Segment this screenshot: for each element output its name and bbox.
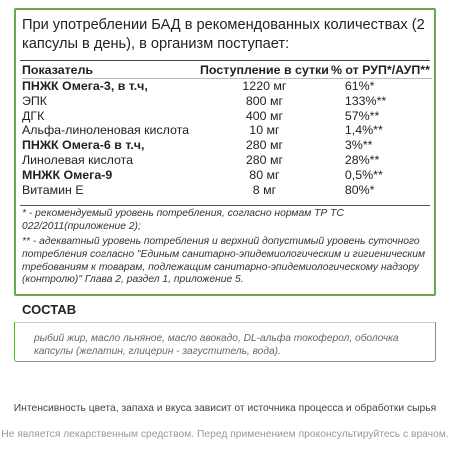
row-percent: 61%* [344, 79, 375, 93]
not-medicine-disclaimer: Не является лекарственным средством. Перед применением проконсультируйтесь с врачом. [1, 429, 449, 440]
table-row [22, 94, 432, 109]
row-percent: 133%** [344, 93, 387, 108]
row-name: Линолевая кислота [22, 152, 134, 167]
table-row [22, 138, 432, 153]
row-name: ПНЖК Омега-6 в т.ч, [22, 138, 145, 153]
row-percent: 57%** [344, 108, 380, 123]
divider-notes [20, 205, 430, 206]
row-percent: 0,5%** [344, 167, 383, 182]
composition-title: СОСТАВ [22, 302, 77, 317]
table-row [22, 168, 432, 183]
row-name: МНЖК Омега-9 [22, 167, 113, 182]
row-name: Витамин Е [22, 182, 84, 197]
divider-top [20, 60, 430, 61]
nutrition-table [22, 63, 432, 197]
row-amount: 280 мг [245, 138, 284, 153]
row-amount: 280 мг [245, 152, 284, 167]
row-amount: 8 мг [252, 182, 277, 197]
row-amount: 80 мг [249, 167, 280, 182]
row-name: ПНЖК Омега-3, в т.ч, [22, 79, 148, 93]
row-amount: 800 мг [245, 93, 284, 108]
nutrition-info-box [14, 8, 436, 296]
table-row [22, 123, 432, 138]
table-row [22, 109, 432, 124]
row-percent: 28%** [344, 152, 380, 167]
row-percent: 1,4%** [344, 123, 383, 138]
row-amount: 10 мг [249, 123, 280, 138]
row-percent: 80%* [344, 182, 375, 197]
header-indicator: Показатель [22, 63, 94, 77]
row-name: ДГК [22, 108, 45, 123]
table-row [22, 79, 432, 94]
table-header-row [22, 63, 432, 79]
table-body [22, 79, 432, 198]
footnote-rup: * - рекомендуемый уровень потребления, согласно нормам ТР ТС 022/2011(приложение 2); [22, 208, 344, 232]
row-name: Альфа-линоленовая кислота [22, 123, 190, 138]
color-smell-note: Интенсивность цвета, запаха и вкуса зависит от источника процесса и обработки сырья [13, 403, 437, 414]
header-daily-intake: Поступление в сутки [200, 63, 329, 77]
intro-text: При употреблении БАД в рекомендованных количествах (2 капсулы в день), в организм поступает: [22, 17, 425, 52]
header-percent: % от РУП*/АУП** [330, 63, 430, 77]
row-amount: 400 мг [245, 108, 284, 123]
footnote-aup: ** - адекватный уровень потребления и верхний допустимый уровень суточного потребления согласно "Единым санитарно-эпидемиологическим и гигиеническим требованиям к товарам, подлежащим санитарно-эпидемиологическому надзору (контролю)" Глава 2, раздел 1, приложение 5. [22, 236, 426, 286]
row-percent: 3%** [344, 138, 373, 153]
composition-text: рыбий жир, масло льняное, масло авокадо, DL-альфа токоферол, оболочка капсулы (желатин, глицерин - загуститель, вода). [34, 333, 399, 357]
table-row [22, 153, 432, 168]
row-amount: 1220 мг [242, 79, 287, 93]
row-name: ЭПК [22, 93, 48, 108]
table-row [22, 183, 432, 198]
